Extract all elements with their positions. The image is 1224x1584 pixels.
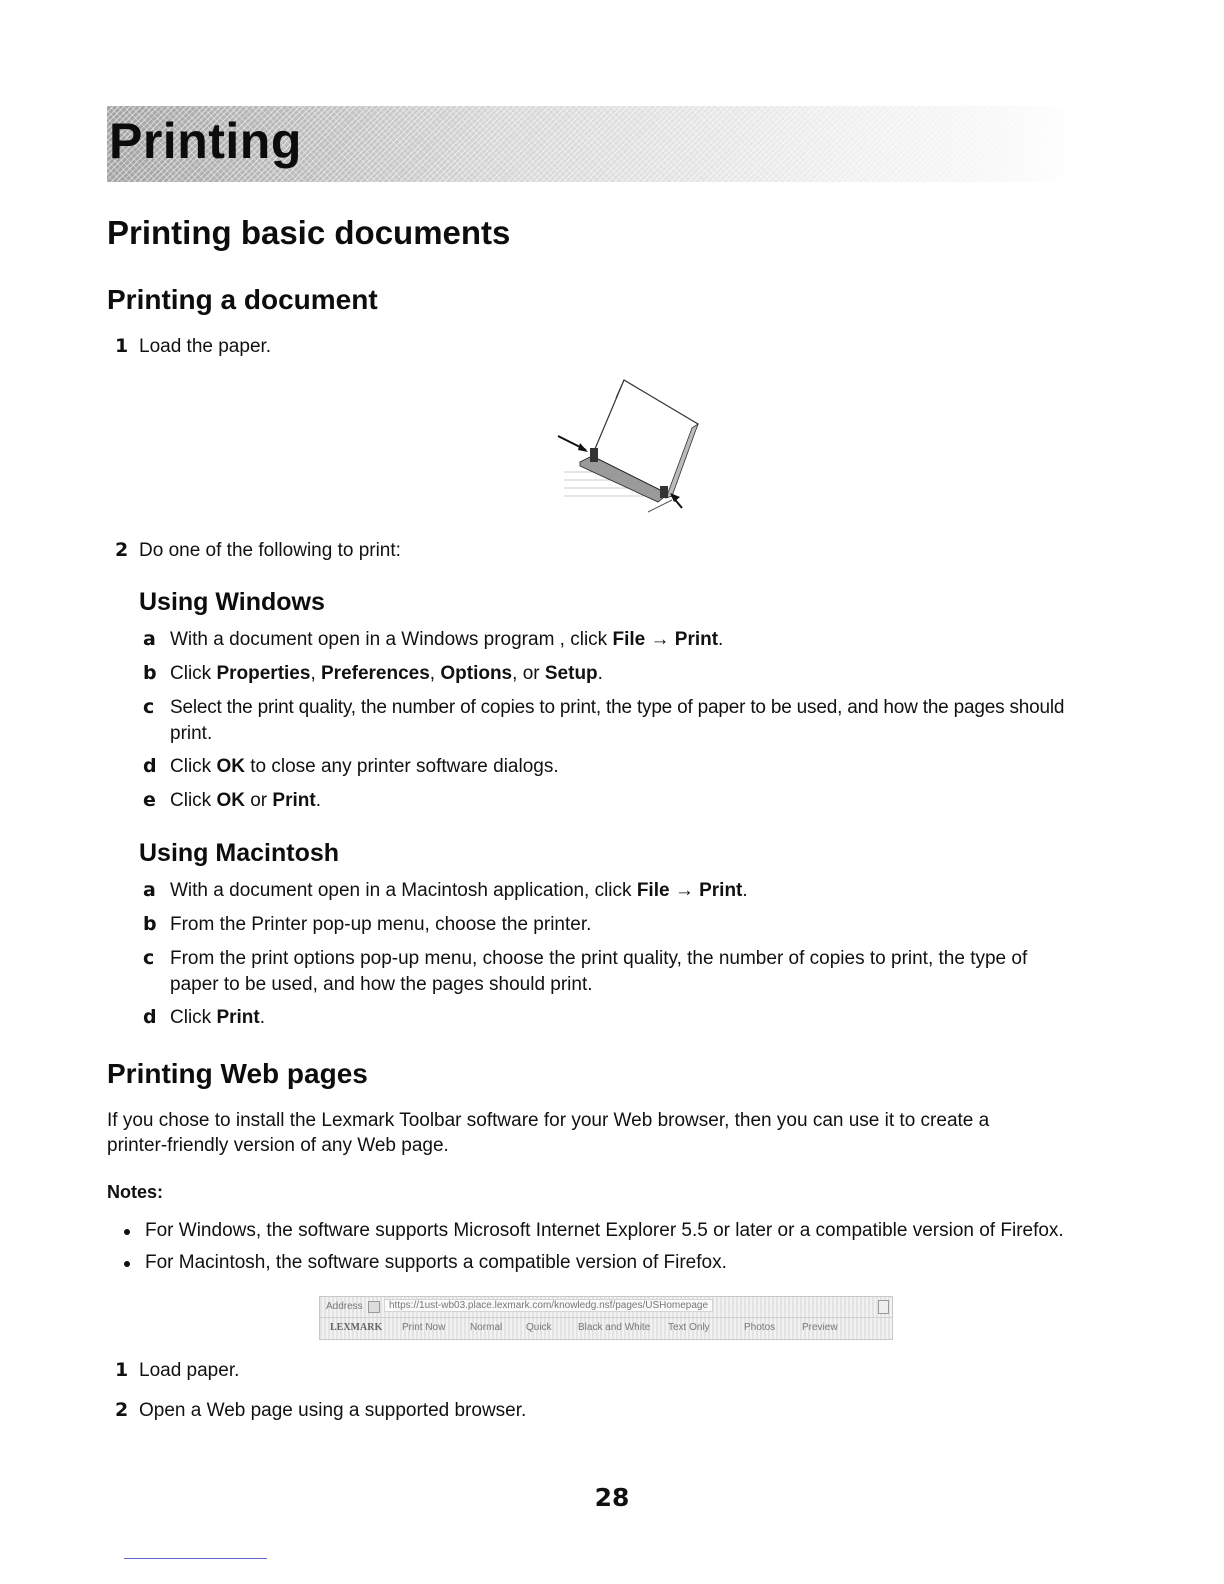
step-number: 2	[115, 1399, 129, 1421]
address-url: https://1ust-wb03.place.lexmark.com/knowledg.nsf/pages/USHomepage	[384, 1299, 713, 1312]
step-text-line-1: Select the print quality, the number of copies to print, the type of paper to be used, and how the pages should	[170, 697, 1065, 718]
address-label: Address	[326, 1301, 363, 1312]
lexmark-toolbar	[320, 1318, 892, 1338]
step-number: 1	[115, 335, 129, 357]
step-text: Load the paper.	[139, 336, 272, 357]
windows-heading: Using Windows	[139, 588, 325, 616]
bullet-icon	[124, 1261, 130, 1267]
step-text: Click OK or Print.	[170, 790, 321, 811]
step-number: 1	[115, 1359, 129, 1381]
doc-step-1	[115, 334, 1015, 360]
doc-step-2	[115, 538, 1015, 564]
windows-step-d	[143, 754, 1103, 780]
step-letter: d	[143, 1006, 157, 1028]
lexmark-toolbar-screenshot	[319, 1296, 893, 1340]
lexmark-brand: LEXMARK	[330, 1322, 383, 1333]
subsection-title-document: Printing a document	[107, 284, 378, 315]
web-step-2	[115, 1398, 1015, 1424]
step-text-line-2: print.	[170, 723, 213, 744]
mac-step-b	[143, 912, 1103, 938]
step-text: Open a Web page using a supported browser.	[139, 1400, 527, 1421]
notes-label: Notes:	[107, 1182, 164, 1202]
web-step-1	[115, 1358, 1015, 1384]
step-text: From the Printer pop-up menu, choose the printer.	[170, 914, 592, 935]
photos-button: Photos	[744, 1322, 776, 1333]
step-number: 2	[115, 539, 129, 561]
macintosh-heading: Using Macintosh	[139, 839, 340, 867]
step-text: Do one of the following to print:	[139, 540, 401, 561]
windows-step-c	[143, 695, 1113, 747]
step-letter: d	[143, 755, 157, 777]
dropdown-icon	[878, 1300, 889, 1314]
step-text-line-1: From the print options pop-up menu, choose the print quality, the number of copies to print, the type of	[170, 948, 1028, 969]
step-text: Load paper.	[139, 1360, 240, 1381]
step-letter: c	[143, 696, 155, 718]
step-text: Click OK to close any printer software dialogs.	[170, 756, 559, 777]
black-and-white-button: Black and White	[578, 1322, 651, 1333]
step-text: Click Print.	[170, 1007, 266, 1028]
paper-loading-illustration	[552, 376, 704, 516]
mac-step-d	[143, 1005, 1103, 1031]
windows-step-e	[143, 788, 1103, 814]
note-text: For Windows, the software supports Microsoft Internet Explorer 5.5 or later or a compatible version of Firefox.	[145, 1220, 1064, 1241]
preview-button: Preview	[802, 1322, 838, 1333]
text-only-button: Text Only	[668, 1322, 710, 1333]
chapter-title: Printing	[109, 113, 302, 169]
footer-rule	[124, 1558, 267, 1559]
windows-step-b	[143, 661, 1103, 687]
web-intro	[107, 1108, 1107, 1158]
web-intro-line-1: If you chose to install the Lexmark Toolbar software for your Web browser, then you can use it to create a	[107, 1110, 990, 1131]
page-number: 28	[594, 1483, 630, 1512]
note-text: For Macintosh, the software supports a compatible version of Firefox.	[145, 1252, 727, 1273]
subsection-title-web: Printing Web pages	[107, 1058, 368, 1089]
step-text: Click Properties, Preferences, Options, or Setup.	[170, 663, 603, 684]
step-letter: e	[143, 789, 156, 811]
web-intro-line-2: printer-friendly version of any Web page.	[107, 1135, 449, 1156]
step-text-line-2: paper to be used, and how the pages should print.	[170, 974, 593, 995]
note-item	[124, 1252, 1114, 1278]
quick-button: Quick	[526, 1322, 552, 1333]
step-text: With a document open in a Macintosh application, click File → Print.	[170, 880, 748, 901]
print-now-button: Print Now	[402, 1322, 446, 1333]
mac-step-c	[143, 946, 1113, 998]
windows-step-a	[143, 627, 1103, 653]
step-text: With a document open in a Windows program , click File → Print.	[170, 629, 724, 650]
mac-step-a	[143, 878, 1103, 904]
step-letter: a	[143, 879, 156, 901]
page-icon	[368, 1301, 380, 1313]
step-letter: c	[143, 947, 155, 969]
step-letter: b	[143, 913, 157, 935]
bullet-icon	[124, 1229, 130, 1235]
normal-button: Normal	[470, 1322, 503, 1333]
address-bar	[320, 1297, 892, 1318]
step-letter: a	[143, 628, 156, 650]
chapter-banner	[107, 106, 1082, 182]
section-title: Printing basic documents	[107, 214, 511, 251]
note-item	[124, 1220, 1114, 1246]
step-letter: b	[143, 662, 157, 684]
